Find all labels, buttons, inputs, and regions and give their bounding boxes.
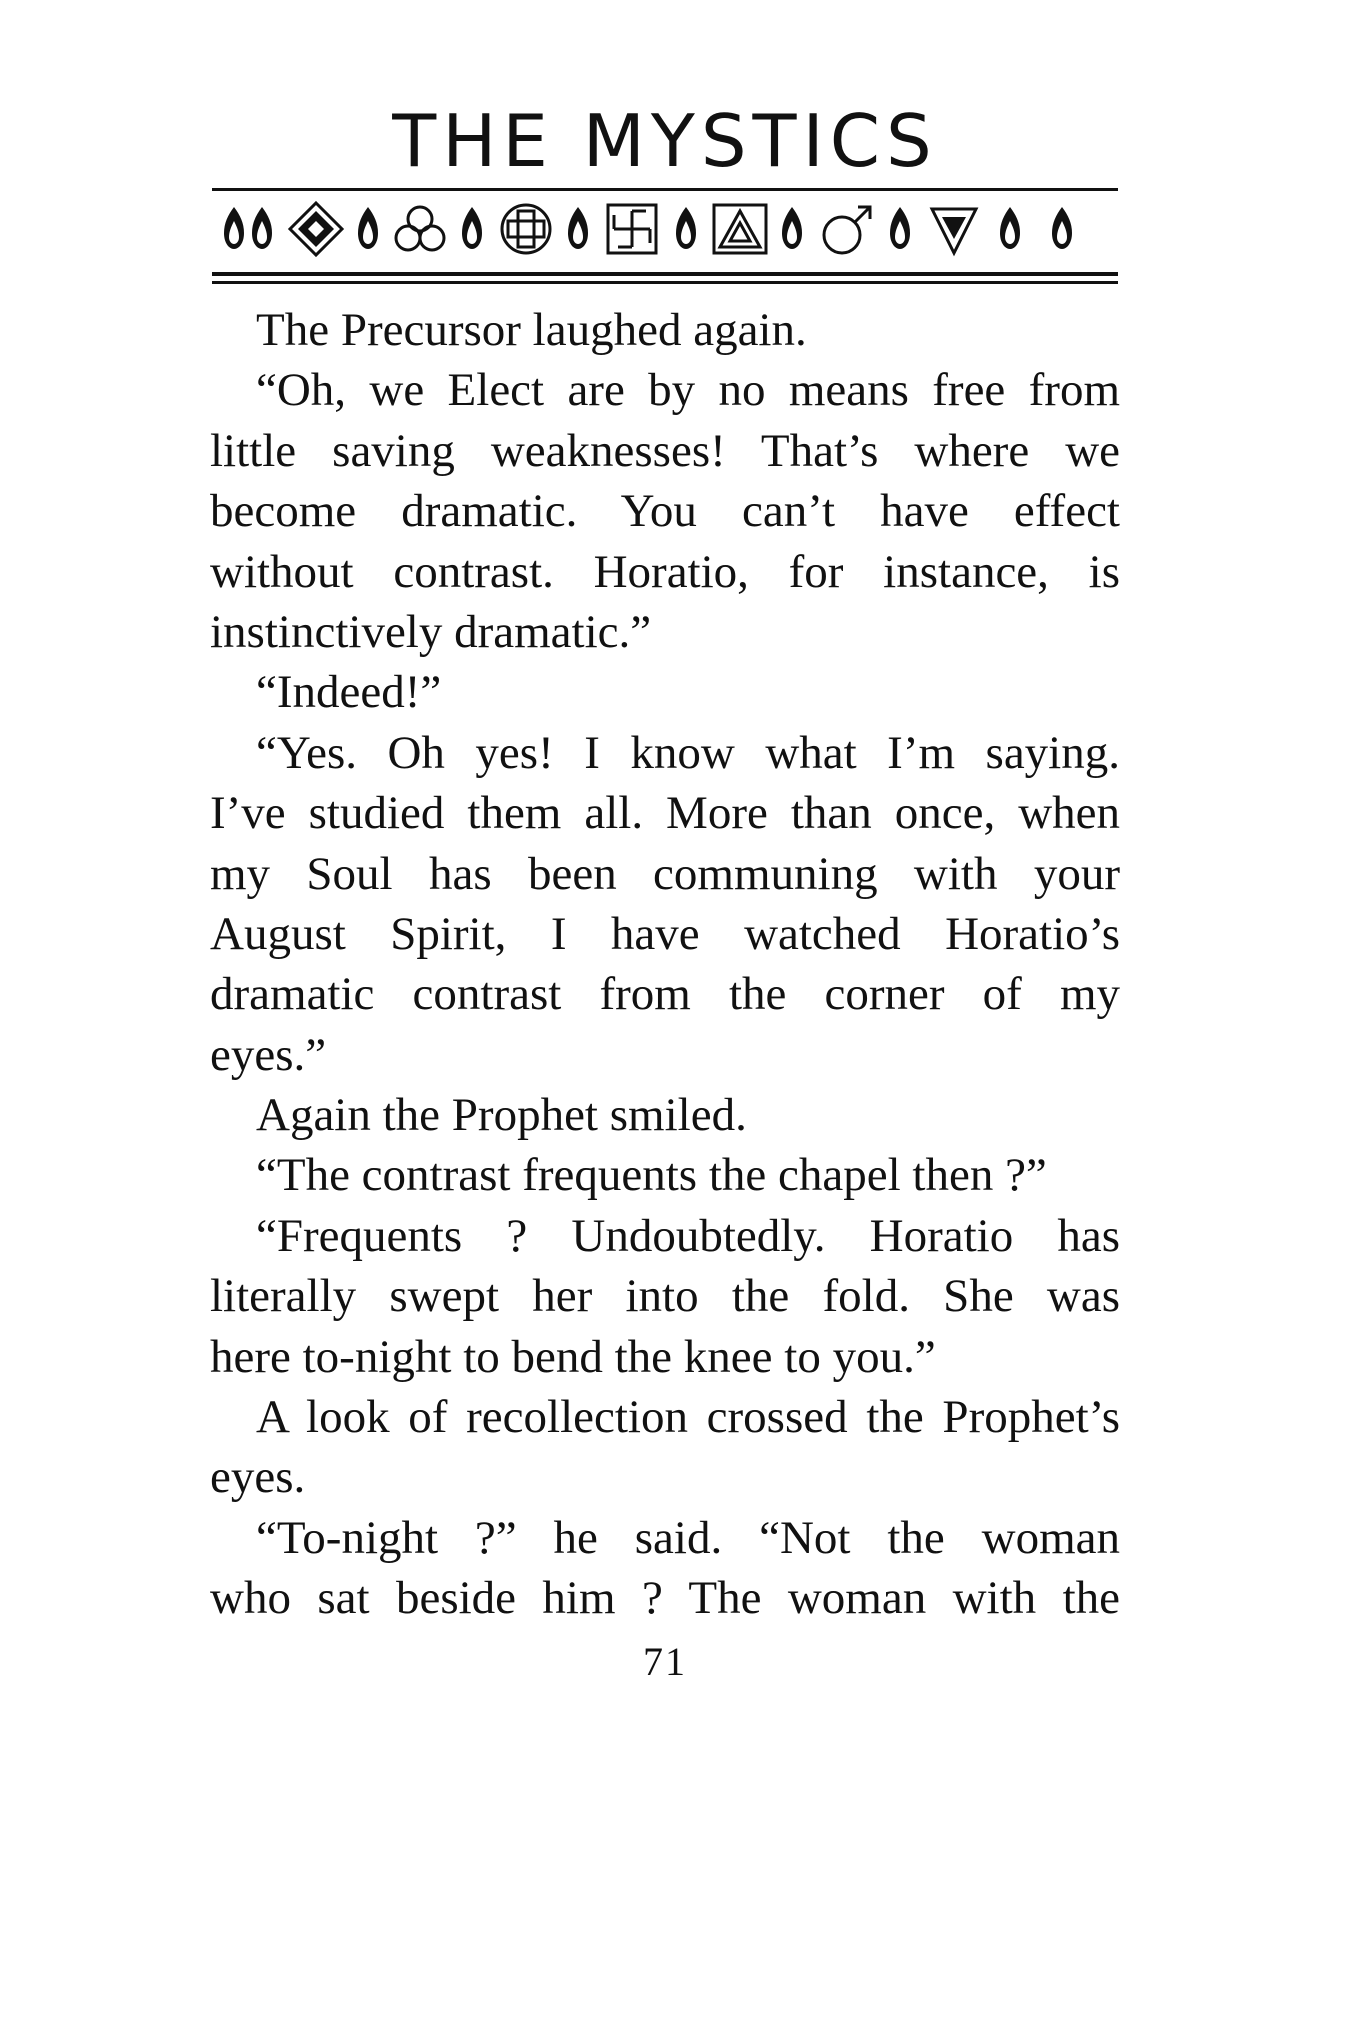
flame-icon: [676, 207, 696, 249]
text-line: The Precursor laughed again.: [256, 304, 807, 356]
triangle-icon: [714, 205, 766, 253]
trefoil-icon: [396, 207, 444, 250]
diamond-icon: [290, 203, 342, 255]
text-line: eyes.: [210, 1451, 306, 1504]
page-number: 71: [643, 1639, 687, 1684]
text-line: August Spirit, I have watched Horatio’s: [210, 907, 1120, 960]
header-rule-bottom-thin: [212, 281, 1118, 284]
text-line: become dramatic. You can’t have effect: [210, 485, 1120, 538]
flame-icon: [462, 207, 482, 249]
text-line: my Soul has been communing with your: [210, 847, 1120, 900]
shield-icon: [932, 209, 976, 253]
flame-icon: [568, 207, 588, 249]
header-rule-bottom: [212, 272, 1118, 276]
circle-cross-icon: [502, 205, 550, 253]
text-line: eyes.”: [210, 1028, 327, 1081]
text-line: “Frequents ? Undoubtedly. Horatio has: [256, 1209, 1120, 1262]
page-title: THE MYSTICS: [392, 99, 938, 183]
header-rule-top: [212, 188, 1118, 191]
text-line: “Oh, we Elect are by no means free from: [256, 364, 1120, 417]
text-line: literally swept her into the fold. She was: [210, 1270, 1120, 1323]
text-line: A look of recollection crossed the Prophet’s: [256, 1391, 1120, 1444]
flame-icon: [782, 207, 802, 249]
flame-icon: [358, 207, 378, 249]
text-line: “Indeed!”: [256, 666, 442, 719]
flame-icon: [1052, 207, 1072, 249]
flame-icon: [890, 207, 910, 249]
text-line: Again the Prophet smiled.: [256, 1089, 747, 1142]
text-line: I’ve studied them all. More than once, when: [210, 787, 1120, 840]
text-line: “To-night ?” he said. “Not the woman: [256, 1511, 1120, 1564]
text-line: who sat beside him ? The woman with the: [210, 1572, 1120, 1625]
flame-icon: [1000, 207, 1020, 249]
ornament-band: [212, 196, 1118, 262]
swastika-icon: [608, 205, 656, 253]
mars-icon: [824, 207, 870, 253]
text-line: instinctively dramatic.”: [210, 605, 652, 658]
flame-icon: [252, 207, 272, 249]
text-line: here to-night to bend the knee to you.”: [210, 1330, 936, 1383]
text-line: little saving weaknesses! That’s where we: [210, 424, 1120, 477]
flame-icon: [224, 207, 244, 249]
text-line: without contrast. Horatio, for instance, is: [210, 545, 1120, 598]
text-line: dramatic contrast from the corner of my: [210, 968, 1120, 1021]
text-line: “The contrast frequents the chapel then ?”: [256, 1149, 1047, 1202]
text-line: “Yes. Oh yes! I know what I’m saying.: [256, 726, 1120, 779]
body-text: [210, 300, 1120, 1629]
running-header: [210, 99, 1120, 183]
